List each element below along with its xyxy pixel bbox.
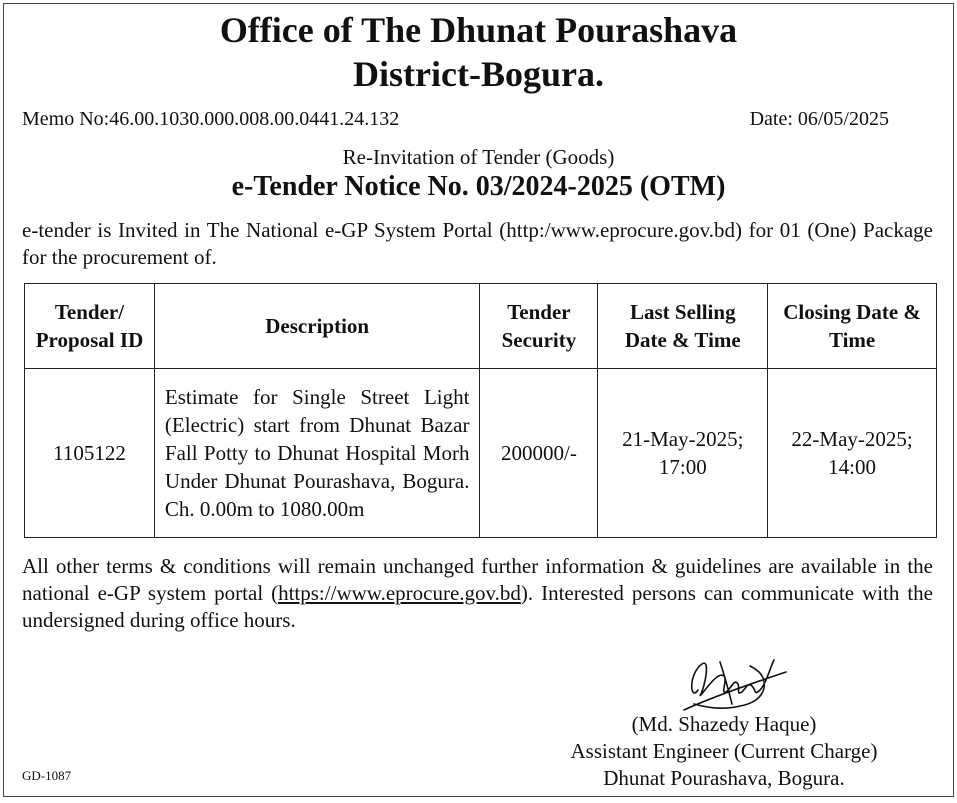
district-title: District-Bogura. bbox=[353, 54, 604, 94]
terms-text-end: ). Interested persons can communicate with the undersigned during office hours. bbox=[22, 581, 933, 632]
header-tender-id: Tender/ Proposal ID bbox=[25, 284, 155, 369]
notice-subtitle: Re-Invitation of Tender (Goods) bbox=[342, 145, 615, 169]
header-tender-security: Tender Security bbox=[480, 284, 598, 369]
cell-last-selling: 21-May-2025; 17:00 bbox=[598, 369, 768, 538]
cell-description: Estimate for Single Street Light (Electric) start from Dhunat Bazar Fall Potty to Dhunat Hospital Morh Under Dhunat Pourashava, Bogura. Ch. 0.00m to 1080.00m bbox=[154, 369, 480, 538]
eprocure-link[interactable]: https://www.eprocure.gov.bd bbox=[278, 581, 521, 605]
intro-paragraph: e-tender is Invited in The National e-GP System Portal (http:/www.eprocure.gov.bd) for 01 (One) Package for the procurement of. bbox=[22, 218, 933, 269]
office-title: Office of The Dhunat Pourashava bbox=[219, 10, 738, 50]
cell-closing: 22-May-2025; 14:00 bbox=[768, 369, 937, 538]
header-last-selling: Last Selling Date & Time bbox=[598, 284, 768, 369]
memo-date: Date: 06/05/2025 bbox=[749, 108, 889, 130]
table-header-row bbox=[25, 284, 937, 369]
table-row bbox=[25, 369, 937, 538]
signature-image bbox=[680, 654, 790, 714]
header-closing: Closing Date & Time bbox=[768, 284, 937, 369]
signatory-block bbox=[534, 711, 914, 792]
terms-paragraph bbox=[22, 553, 933, 634]
signatory-name: (Md. Shazedy Haque) bbox=[631, 712, 817, 736]
tender-notice-page bbox=[3, 3, 954, 797]
signatory-designation: Assistant Engineer (Current Charge) bbox=[570, 739, 878, 763]
cell-tender-security: 200000/- bbox=[480, 369, 598, 538]
tender-table bbox=[24, 283, 937, 538]
cell-tender-id: 1105122 bbox=[25, 369, 155, 538]
memo-number: Memo No:46.00.1030.000.008.00.0441.24.132 bbox=[22, 108, 400, 130]
memo-row bbox=[22, 108, 889, 131]
terms-text-start: All other terms & conditions will remain unchanged further information & guidelines are available in the national e-GP system portal ( bbox=[22, 554, 933, 605]
header-description: Description bbox=[154, 284, 480, 369]
signatory-office: Dhunat Pourashava, Bogura. bbox=[603, 766, 845, 790]
notice-title: e-Tender Notice No. 03/2024-2025 (OTM) bbox=[231, 171, 726, 202]
footer-code: GD-1087 bbox=[22, 768, 72, 783]
